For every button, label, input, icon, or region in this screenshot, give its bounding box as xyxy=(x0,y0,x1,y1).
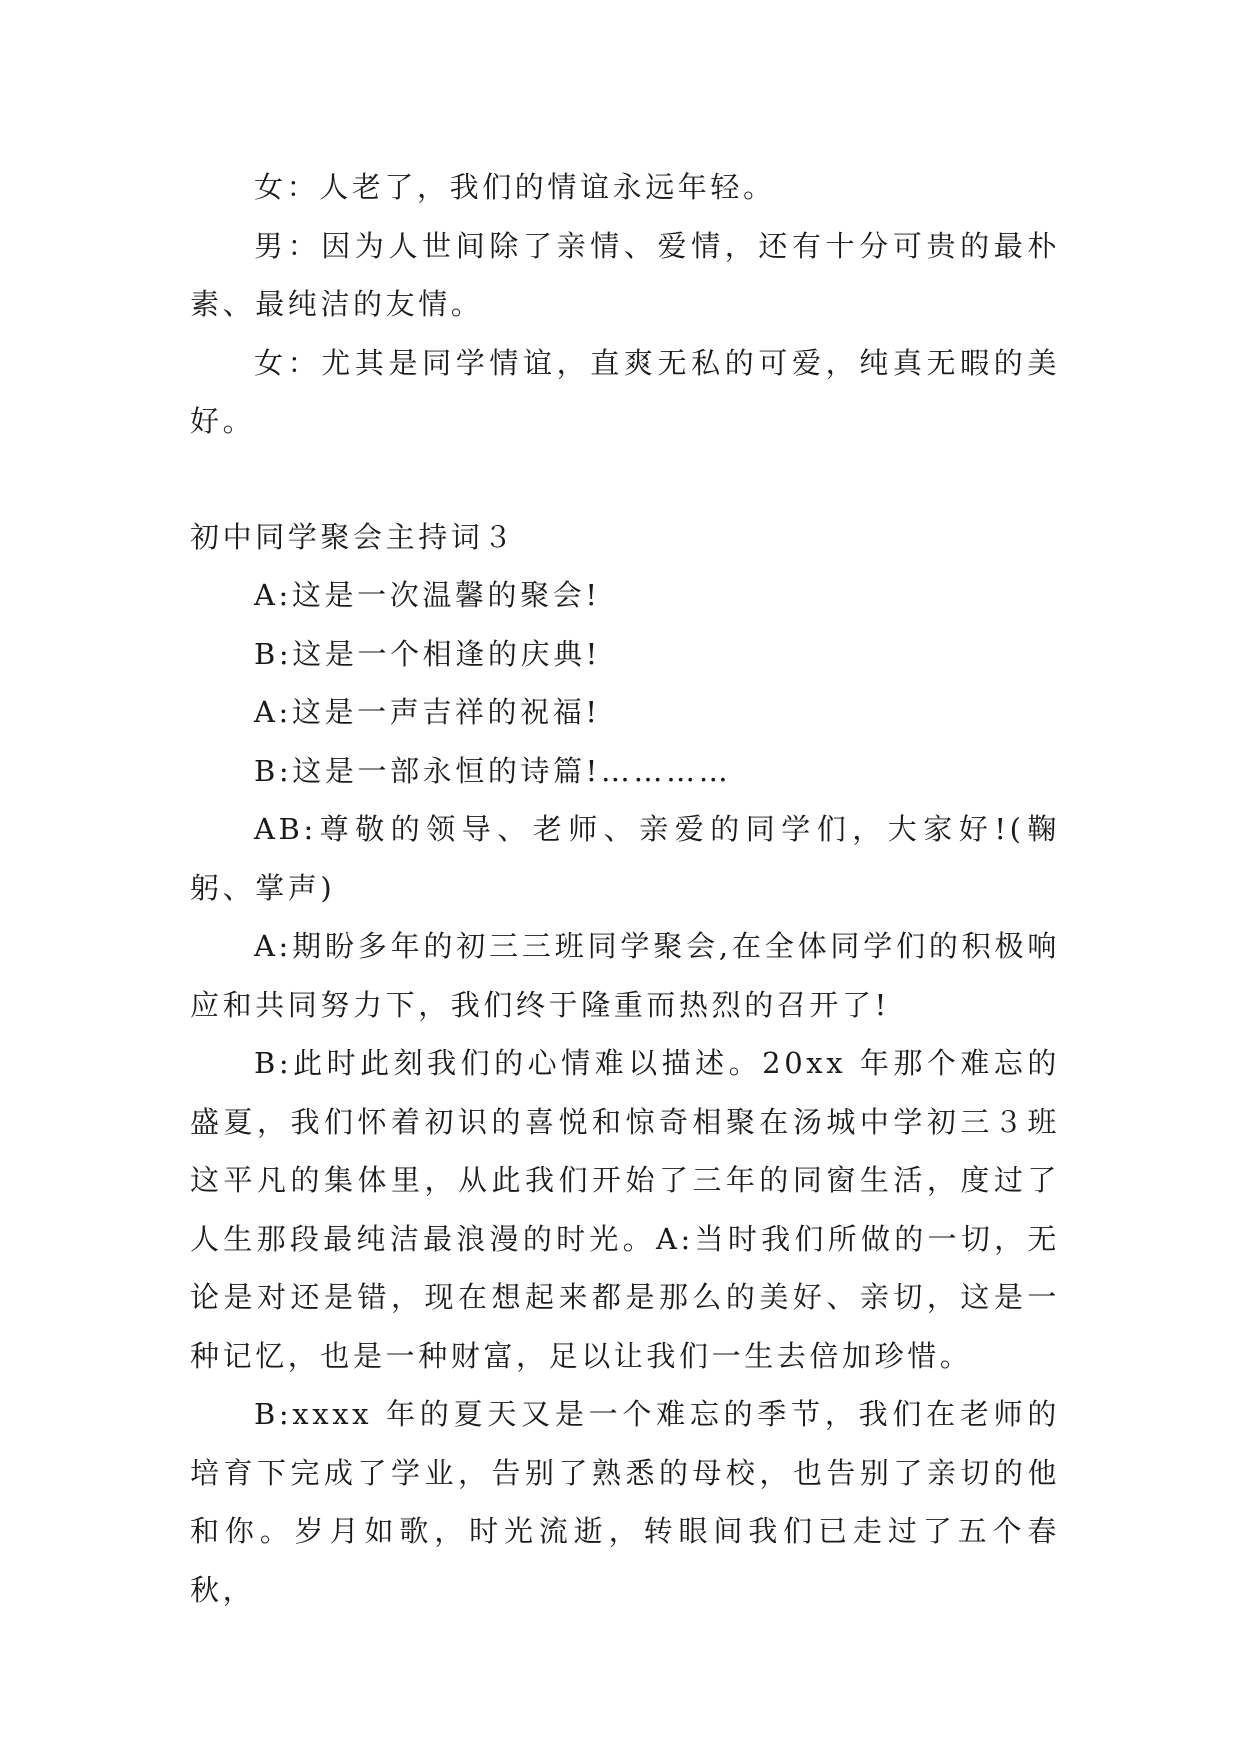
document-body xyxy=(190,158,1060,1619)
paragraph-b-4: B:xxxx 年的夏天又是一个难忘的季节，我们在老师的培育下完成了学业，告别了熟悉的母校，也告别了亲切的他和你。岁月如歌，时光流逝，转眼间我们已走过了五个春秋， xyxy=(190,1397,1060,1607)
paragraph-male-1: 男：因为人世间除了亲情、爱情，还有十分可贵的最朴素、最纯洁的友情。 xyxy=(190,228,1060,321)
paragraph-ab-1: AB:尊敬的领导、老师、亲爱的同学们，大家好!(鞠躬、掌声) xyxy=(190,812,1060,905)
paragraph-b-3: B:此时此刻我们的心情难以描述。20xx 年那个难忘的盛夏，我们怀着初识的喜悦和惊奇相聚在汤城中学初三３班这平凡的集体里，从此我们开始了三年的同窗生活，度过了人生那段最纯洁最浪漫的时光。A:当时我们所做的一切，无论是对还是错，现在想起来都是那么的美好、亲切，这是一种记忆，也是一种财富，足以让我们一生去倍加珍惜。 xyxy=(190,1046,1060,1373)
paragraph-a-1: A:这是一次温馨的聚会! xyxy=(254,578,601,612)
paragraph-b-2: B:这是一部永恒的诗篇!………… xyxy=(254,753,732,788)
paragraph-a-2: A:这是一声吉祥的祝福! xyxy=(254,695,601,729)
paragraph-female-1: 女：人老了，我们的情谊永远年轻。 xyxy=(254,170,776,204)
section-title: 初中同学聚会主持词３ xyxy=(190,519,517,554)
paragraph-female-2: 女：尤其是同学情谊，直爽无私的可爱，纯真无暇的美好。 xyxy=(190,345,1060,438)
paragraph-a-3: A:期盼多年的初三三班同学聚会,在全体同学们的积极响应和共同努力下，我们终于隆重而热烈的召开了! xyxy=(190,929,1060,1022)
paragraph-b-1: B:这是一个相逢的庆典! xyxy=(254,636,601,671)
